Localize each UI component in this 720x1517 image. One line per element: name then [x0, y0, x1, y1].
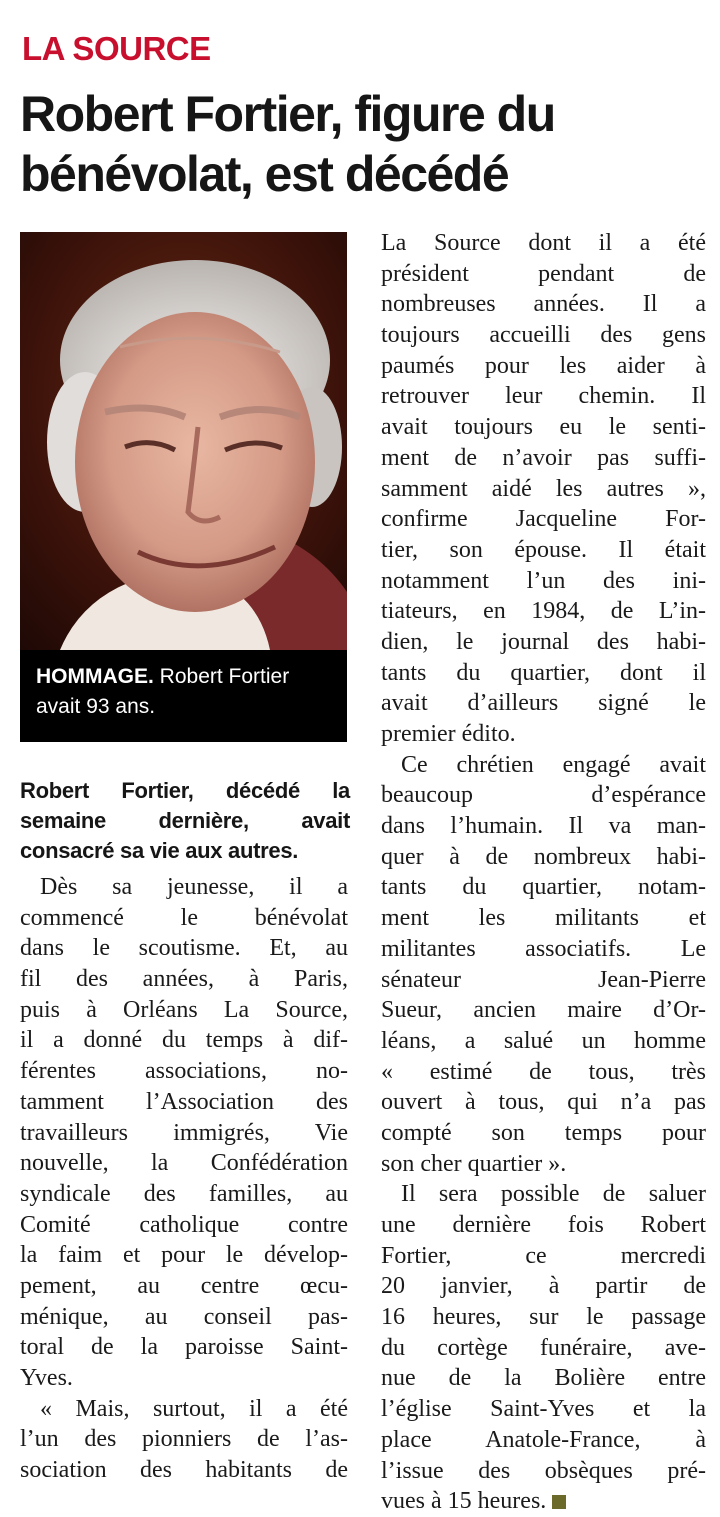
section-kicker: LA SOURCE [22, 30, 211, 67]
body-line: l’un des pionniers de l’as- [20, 1426, 348, 1453]
body-column-left [20, 872, 348, 1486]
body-line: compté son temps pour [381, 1119, 706, 1146]
body-line: sociation des habitants de [20, 1457, 348, 1484]
headline [20, 84, 710, 204]
body-line: nouvelle, la Confédération [20, 1150, 348, 1177]
body-line: la faim et pour le dévelop- [20, 1242, 348, 1269]
body-line: toujours accueilli des gens [381, 322, 706, 349]
body-line: dans le scoutisme. Et, au [20, 935, 348, 962]
final-text: vues à 15 heures. [381, 1488, 547, 1515]
body-line: l’église Saint-Yves et la [381, 1396, 706, 1423]
body-line: ouvert à tous, qui n’a pas [381, 1089, 706, 1116]
end-of-article-square-icon [552, 1495, 566, 1509]
body-line: avait toujours eu le senti- [381, 414, 706, 441]
body-line: Yves. [20, 1365, 73, 1391]
body-line: une dernière fois Robert [381, 1212, 706, 1238]
caption-text: Robert Fortier [159, 665, 290, 688]
body-line: avait d’ailleurs signé le [381, 690, 706, 717]
body-line: tants du quartier, notam- [381, 874, 706, 901]
body-line: nue de la Bolière entre [381, 1365, 706, 1392]
body-line: dien, le journal des habi- [381, 628, 706, 655]
body-line: Fortier, ce mercredi [381, 1242, 706, 1269]
body-line: férentes associations, no- [20, 1058, 348, 1085]
body-line: militantes associatifs. Le [381, 935, 706, 962]
body-line: Ce chrétien engagé avait [401, 751, 706, 778]
body-line: syndicale des familles, au [20, 1180, 348, 1207]
body-line: léans, a salué un homme [381, 1027, 706, 1054]
portrait-illustration [20, 232, 347, 650]
lede-line: Robert Fortier, décédé la [20, 778, 350, 803]
headline-line: bénévolat, est décédé [20, 146, 509, 202]
caption-text: avait 93 ans. [36, 695, 156, 718]
body-line: il a donné du temps à dif- [20, 1027, 348, 1054]
body-line: confirme Jacqueline For- [381, 506, 706, 533]
body-line: puis à Orléans La Source, [20, 996, 348, 1023]
photo-with-caption [20, 232, 347, 742]
body-line: Comité catholique contre [20, 1211, 348, 1238]
body-line: samment aidé les autres », [381, 475, 706, 502]
body-line: 16 heures, sur le passage [381, 1304, 706, 1331]
body-line: place Anatole-France, à [381, 1426, 706, 1453]
body-line: beaucoup d’espérance [381, 782, 706, 809]
body-line: l’issue des obsèques pré- [381, 1457, 706, 1484]
body-line: travailleurs immigrés, Vie [20, 1119, 348, 1146]
caption-tag: HOMMAGE. [36, 665, 154, 688]
lede-line: consacré sa vie aux autres. [20, 838, 299, 863]
body-line: « estimé de tous, très [381, 1058, 706, 1085]
body-column-right [381, 228, 706, 1517]
body-line: ment de n’avoir pas suffi- [381, 444, 706, 471]
body-line: notamment l’un des ini- [381, 567, 706, 594]
lede-line: semaine dernière, avait [20, 808, 350, 833]
body-line: pement, au centre œcu- [20, 1272, 348, 1299]
body-line: sénateur Jean-Pierre [381, 966, 706, 993]
body-line: tamment l’Association des [20, 1088, 348, 1115]
body-line: paumés pour les aider à [381, 352, 706, 379]
body-line: « Mais, surtout, il a été [40, 1395, 348, 1422]
body-line: son cher quartier ». [381, 1150, 567, 1177]
body-line: Il sera possible de saluer [401, 1181, 706, 1208]
photo-caption [36, 662, 336, 722]
body-line: Dès sa jeunesse, il a [40, 874, 348, 900]
headline-line: Robert Fortier, figure du [20, 86, 555, 142]
body-line: tiateurs, en 1984, de L’in- [381, 598, 706, 625]
body-line: tants du quartier, dont il [381, 659, 706, 686]
lede [20, 776, 350, 866]
body-line: commencé le bénévolat [20, 904, 348, 931]
body-line: ménique, au conseil pas- [20, 1303, 348, 1330]
body-line: nombreuses années. Il a [381, 291, 706, 318]
body-line: fil des années, à Paris, [20, 966, 348, 993]
body-line: premier édito. [381, 721, 516, 747]
body-line: ment les militants et [381, 905, 706, 932]
body-line: Sueur, ancien maire d’Or- [381, 997, 706, 1024]
body-line: La Source dont il a été [381, 230, 706, 256]
body-line: tier, son épouse. Il était [381, 536, 706, 563]
body-line: 20 janvier, à partir de [381, 1273, 706, 1300]
body-line-final [381, 1486, 706, 1517]
body-line: quer à de nombreux habi- [381, 843, 706, 870]
body-line: retrouver leur chemin. Il [381, 383, 706, 410]
body-line: toral de la paroisse Saint- [20, 1334, 348, 1361]
portrait-photo [20, 232, 347, 650]
body-line: président pendant de [381, 260, 706, 287]
body-line: du cortège funéraire, ave- [381, 1334, 706, 1361]
body-line: dans l’humain. Il va man- [381, 813, 706, 840]
